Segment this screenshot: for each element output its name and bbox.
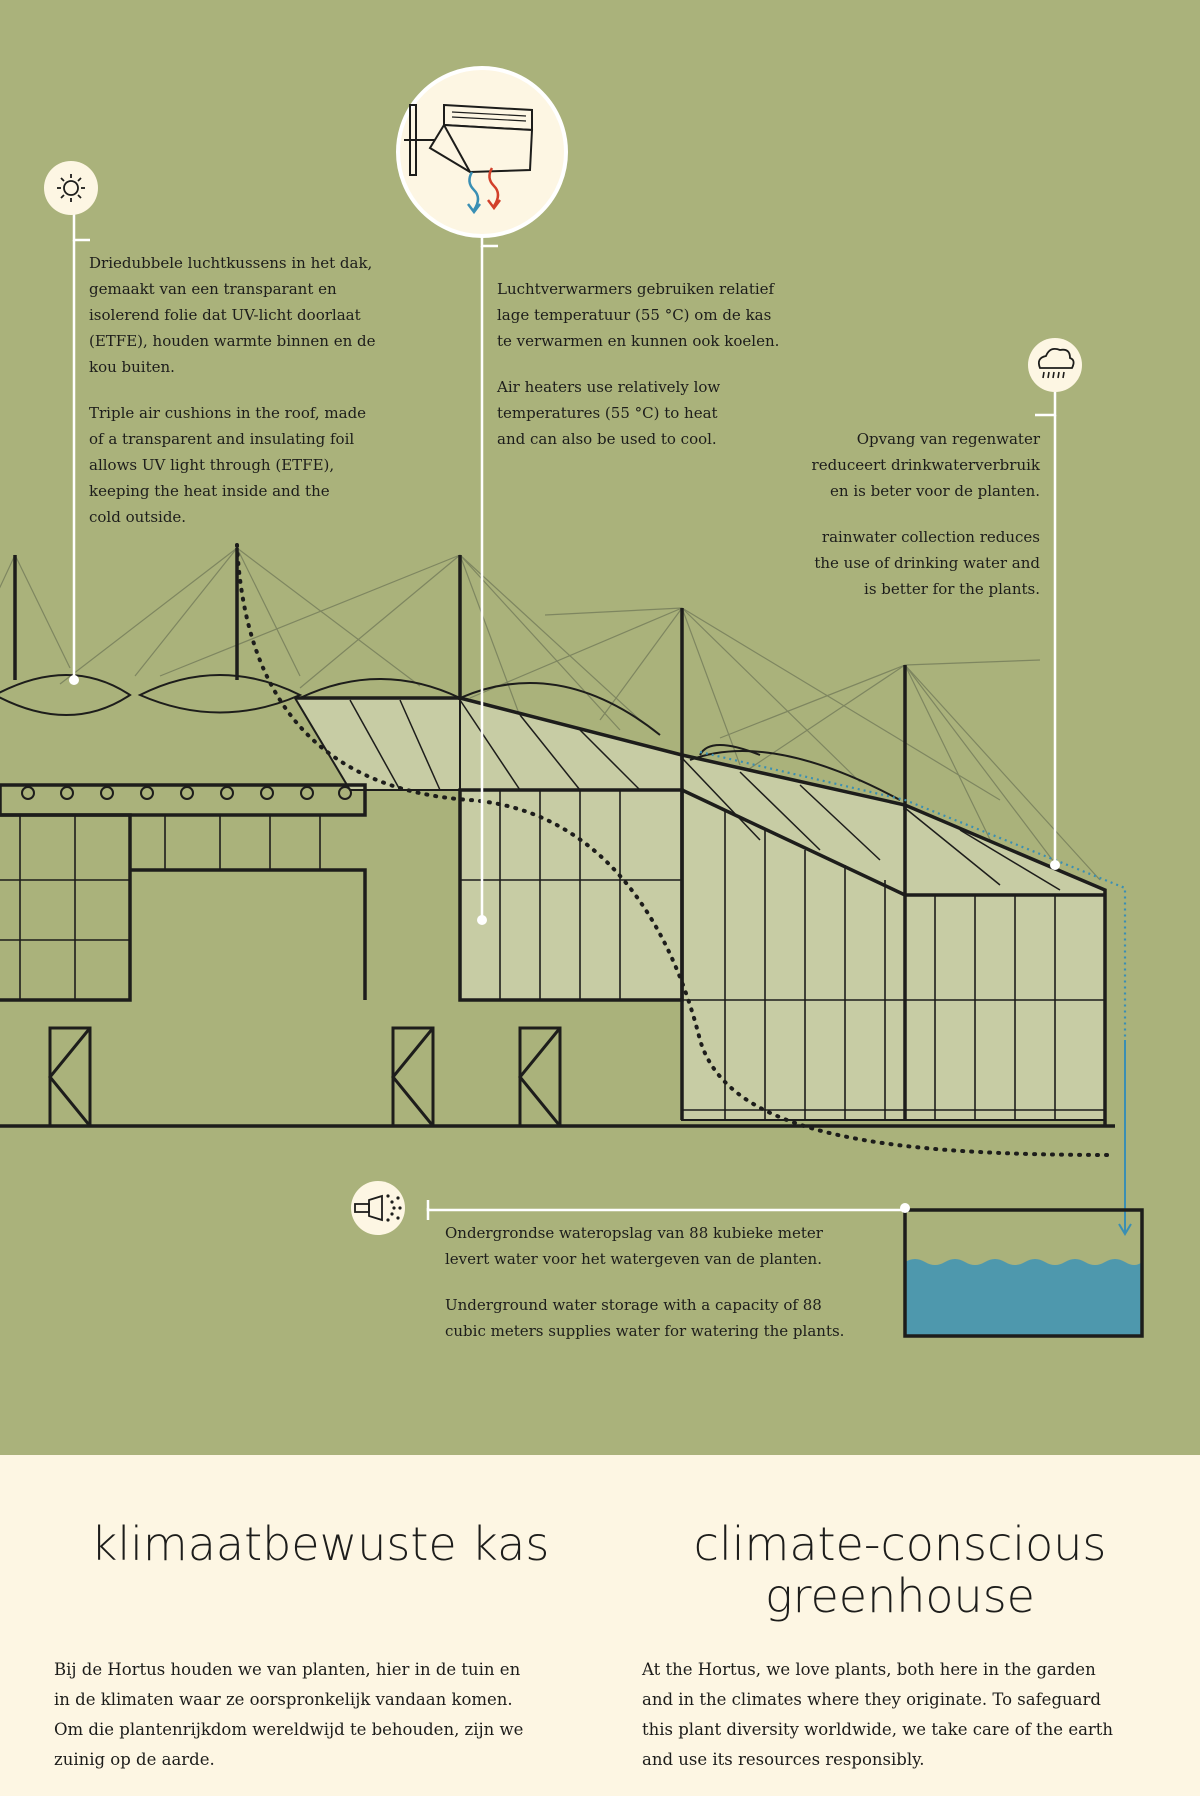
rainwater-callout-dutch: Opvang van regenwater reduceert drinkwaterverbruik en is beter voor de planten. xyxy=(811,430,1040,500)
intro-text-english: At the Hortus, we love plants, both here in the garden and in the climates where they originate. To safeguard this plant diversity worldwide, we take care of the earth and use its resources responsibly. xyxy=(642,1660,1114,1769)
roof-callout-dutch: Driedubbele luchtkussens in het dak, gemaakt van een transparant en isolerend folie dat UV-licht doorlaat (ETFE), houden warmte binnen en de kou buiten. xyxy=(89,254,376,376)
water-tank xyxy=(905,1210,1142,1336)
heater-callout-dutch: Luchtverwarmers gebruiken relatief lage temperatuur (55 °C) om de kas te verwarmen en kunnen ook koelen. xyxy=(497,280,780,350)
heater-callout-english: Air heaters use relatively low temperatures (55 °C) to heat and can also be used to cool. xyxy=(497,378,721,448)
roof-callout-english: Triple air cushions in the roof, made of a transparent and insulating foil allows UV light through (ETFE), keeping the heat inside and the cold outside. xyxy=(89,404,367,526)
air-heater-icon xyxy=(398,68,566,236)
intro-panel xyxy=(0,1455,1200,1796)
storage-callout-dutch: Ondergrondse wateropslag van 88 kubieke meter levert water voor het watergeven van de planten. xyxy=(445,1224,823,1268)
heater-units xyxy=(22,787,351,799)
title-dutch: klimaatbewuste kas xyxy=(90,1517,550,1571)
rain-cloud-icon xyxy=(1028,338,1082,392)
rainwater-callout-english: rainwater collection reduces the use of drinking water and is better for the plants. xyxy=(814,528,1040,598)
title-english: climate-conscious greenhouse xyxy=(693,1517,1107,1623)
sun-icon xyxy=(44,161,98,215)
intro-text-dutch: Bij de Hortus houden we van planten, hier in de tuin en in de klimaten waar ze oorspronkelijk vandaan komen. Om die plantenrijkdom wereldwijd te behouden, zijn we zuinig op de aarde. xyxy=(54,1660,524,1769)
sprinkler-icon xyxy=(351,1181,405,1235)
glazing xyxy=(295,698,1105,1120)
doors xyxy=(50,1028,560,1126)
storage-callout-english: Underground water storage with a capacity of 88 cubic meters supplies water for watering the plants. xyxy=(445,1296,845,1340)
